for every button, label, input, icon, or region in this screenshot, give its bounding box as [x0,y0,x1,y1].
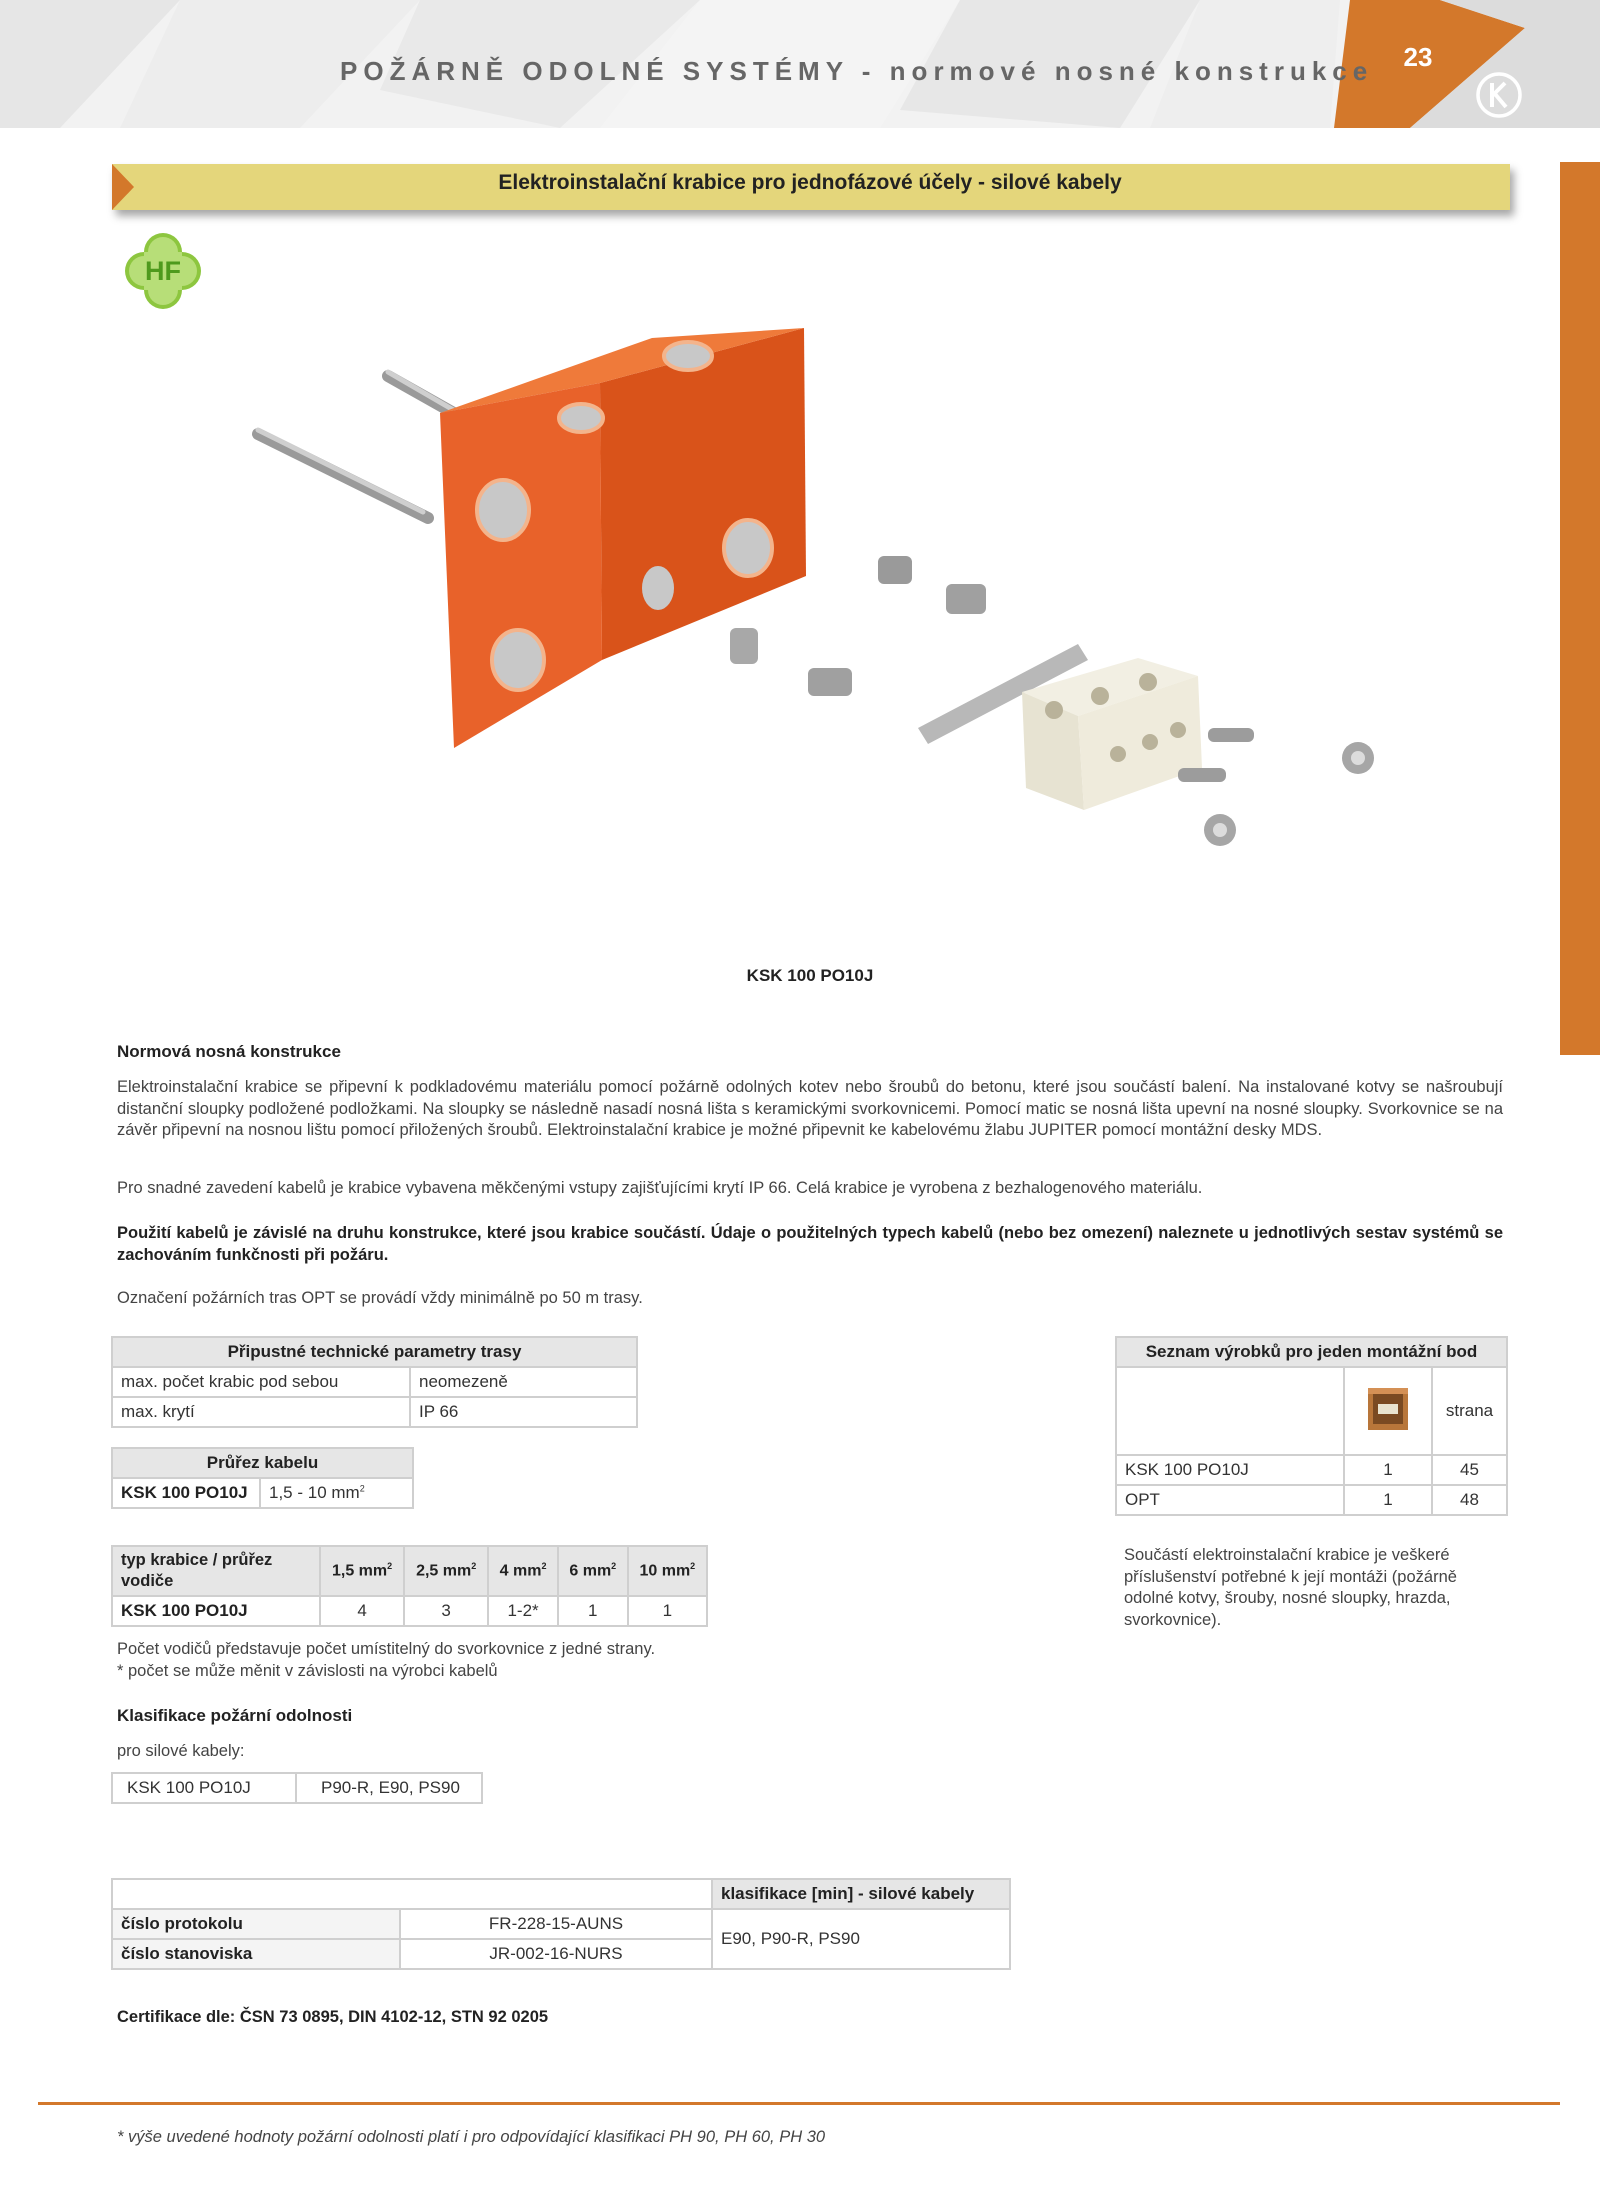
table-header: Průřez kabelu [112,1448,413,1478]
table-row: KSK 100 PO10J 4 3 1-2* 1 1 [112,1596,707,1626]
cable-section-table [111,1447,414,1509]
route-parameters-table [111,1336,638,1428]
table-row: číslo protokolu FR-228-15-AUNS E90, P90-R, PS90 [112,1909,1010,1939]
header-title: POŽÁRNĚ ODOLNÉ SYSTÉMY - normové nosné konstrukce [340,56,1374,86]
table-row: KSK 100 PO10J 1 45 [1116,1455,1507,1485]
product-list-table: Seznam výrobků pro jeden montážní bod strana KSK 100 PO10J 1 45 OPT 1 48 [1115,1336,1508,1516]
conductor-note-2: * počet se může měnit v závislosti na výrobci kabelů [117,1662,498,1680]
table-row: OPT 1 48 [1116,1485,1507,1515]
footer-divider [38,2102,1560,2105]
junction-box-icon [1364,1382,1412,1436]
description-paragraph-1: Elektroinstalační krabice se připevní k podkladovému materiálu pomocí požárně odolných kotev nebo šroubů do betonu, které jsou součástí balení. Na instalované kotvy se našroubují distanční sloupky podložené podložkami. Na sloupky se následně nasadí nosná lišta s keramickými svorkovnicemi. Pomocí matic se nosná lišta upevní na nosné sloupky. Svorkovnice se na závěr připevní na nosnou lištu pomocí přiložených šroubů. Elektroinstalační krabice je možné připevnit ke kabelovému žlabu JUPITER pomocí montážní desky MDS. [117,1078,1503,1139]
page-number: 23 [1403,42,1433,72]
conductor-count-table: typ krabice / průřez vodiče 1,5 $mm^2$ 2,5 $mm^2$ 4 $mm^2$ 6 $mm^2$ 10 $mm^2$ KSK 100 PO10J 4 3 1-2* 1 1 [111,1545,708,1627]
side-accent-bar [1560,162,1600,1055]
table-row: max. počet krabic pod sebou neomezeně [112,1367,637,1397]
table-header: typ krabice / průřez vodiče [112,1546,320,1596]
table-row: KSK 100 PO10J 1,5 - 10 $mm^2$ [112,1478,413,1508]
table-header: Připustné technické parametry trasy [112,1337,637,1367]
conductor-note-1: Počet vodičů představuje počet umístitelný do svorkovnice z jedné strany. [117,1640,656,1658]
description-paragraph-3: Použití kabelů je závislé na druhu konstrukce, které jsou krabice součástí. Údaje o použitelných typech kabelů (nebo bez omezení) naleznete u jednotlivých sestav systémů se zachováním funkčnosti při požáru. [117,1224,1503,1264]
footnote: * výše uvedené hodnoty požární odolnosti platí i pro odpovídající klasifikaci PH 90, PH 60, PH 30 [117,2128,826,2146]
table-header: Seznam výrobků pro jeden montážní bod [1116,1337,1507,1367]
table-row: číslo stanoviska JR-002-16-NURS [112,1939,1010,1969]
protocol-table [111,1878,1011,1970]
badge-label: HF [145,256,181,286]
classification-table [111,1772,483,1804]
table-row: KSK 100 PO10J P90-R, E90, PS90 [112,1773,482,1803]
brand-logo-icon [1474,70,1524,120]
construction-heading: Normová nosná konstrukce [117,1042,341,1061]
product-thumbnail [1344,1367,1432,1455]
table-header: klasifikace [min] - silové kabely [712,1879,1010,1909]
clover-icon [120,228,206,314]
classification-subtitle: pro silové kabely: [117,1742,245,1760]
product-caption: KSK 100 PO10J [746,966,874,985]
classification-heading: Klasifikace požární odolnosti [117,1706,353,1725]
banner-arrow-icon [112,164,134,210]
section-title: Elektroinstalační krabice pro jednofázové účely - silové kabely [498,171,1122,194]
description-paragraph-2: Pro snadné zavedení kabelů je krabice vybavena měkčenými vstupy zajišťujícími krytí IP 66. Celá krabice je vyrobena z bezhalogenového materiálu. [117,1179,1203,1197]
description-paragraph-4: Označení požárních tras OPT se provádí vždy minimálně po 50 m trasy. [117,1289,643,1307]
table-row: max. krytí IP 66 [112,1397,637,1427]
product-list-note: Součástí elektroinstalační krabice je veškeré příslušenství potřebné k její montáži (požárně odolné kotvy, šrouby, nosné sloupky, hrazda, svorkovnice). [1124,1546,1457,1629]
halogen-free-badge [120,228,206,314]
product-image [218,228,1402,946]
certification-text: Certifikace dle: ČSN 73 0895, DIN 4102-12, STN 92 0205 [117,2008,549,2026]
